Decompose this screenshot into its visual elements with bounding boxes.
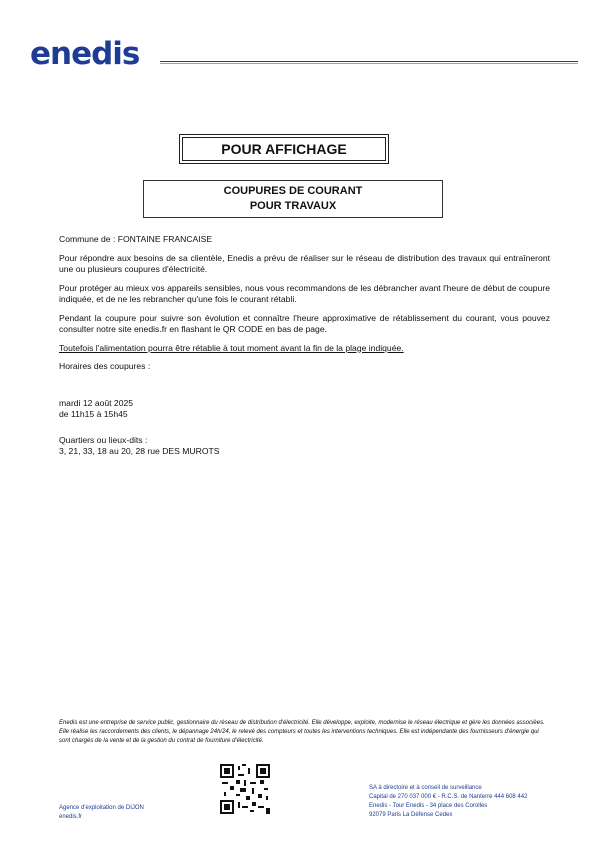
outage-date: mardi 12 août 2025	[59, 397, 134, 408]
paragraph-3: Pendant la coupure pour suivre son évolution et connaître l'heure approximative de rétablissement du courant, vous pouvez consulter notre site enedis.fr en flashant le QR CODE en bas de page.	[59, 312, 550, 334]
header-rule	[160, 61, 578, 62]
corp-line-2: Capital de 270 037 000 € - R.C.S. de Nanterre 444 608 442	[369, 794, 528, 800]
banner-box	[179, 134, 389, 164]
paragraph-1: Pour répondre aux besoins de sa clientèle, Enedis a prévu de réaliser sur le réseau de distribution des travaux qui entraîneront une ou plusieurs coupures d'électricité.	[59, 252, 550, 274]
paragraph-4: Toutefois l'alimentation pourra être rétablie à tout moment avant la fin de la plage indiquée.	[59, 342, 404, 353]
notice-body	[59, 234, 550, 458]
commune: Commune de : FONTAINE FRANCAISE	[59, 234, 213, 244]
qr-code-icon[interactable]	[220, 764, 270, 814]
agency-info	[59, 804, 144, 822]
notice-title-line1: COUPURES DE COURANT	[223, 185, 363, 197]
outage-time: de 11h15 à 15h45	[59, 409, 128, 419]
quartiers-label: Quartiers ou lieux-dits :	[59, 434, 148, 445]
banner-text: POUR AFFICHAGE	[182, 137, 386, 161]
enedis-logo: enedis	[30, 36, 140, 72]
corp-line-3: Enedis - Tour Enedis - 34 place des Corolles	[369, 803, 488, 809]
agency-name: Agence d'exploitation de DIJON	[59, 805, 144, 811]
corp-line-4: 92079 Paris La Défense Cedex	[369, 812, 453, 818]
notice-title-line2: POUR TRAVAUX	[249, 200, 337, 212]
corporate-info	[369, 784, 527, 820]
legal-notice: Enedis est une entreprise de service public, gestionnaire du réseau de distribution d'électricité. Elle développe, exploite, modernise le réseau électrique et gère les données associées. Elle réalise les raccordements des clients, le dépannage 24h/24, le relevé des compteurs et toutes les interventions techniques. Elle est indépendante des fournisseurs d'énergie qui sont chargés de la vente et de la gestion du contrat de fourniture d'électricité.	[59, 720, 545, 744]
horaires-label: Horaires des coupures :	[59, 361, 151, 371]
notice-title	[143, 180, 443, 218]
quartiers-list: 3, 21, 33, 18 au 20, 28 rue DES MUROTS	[59, 446, 220, 456]
website-link[interactable]: enedis.fr	[59, 814, 83, 820]
paragraph-2: Pour protéger au mieux vos appareils sensibles, nous vous recommandons de les débrancher avant l'heure de début de coupure indiquée, et de ne les rebrancher qu'une fois le courant rétabli.	[59, 282, 550, 304]
corp-line-1: SA à directoire et à conseil de surveillance	[369, 785, 482, 791]
